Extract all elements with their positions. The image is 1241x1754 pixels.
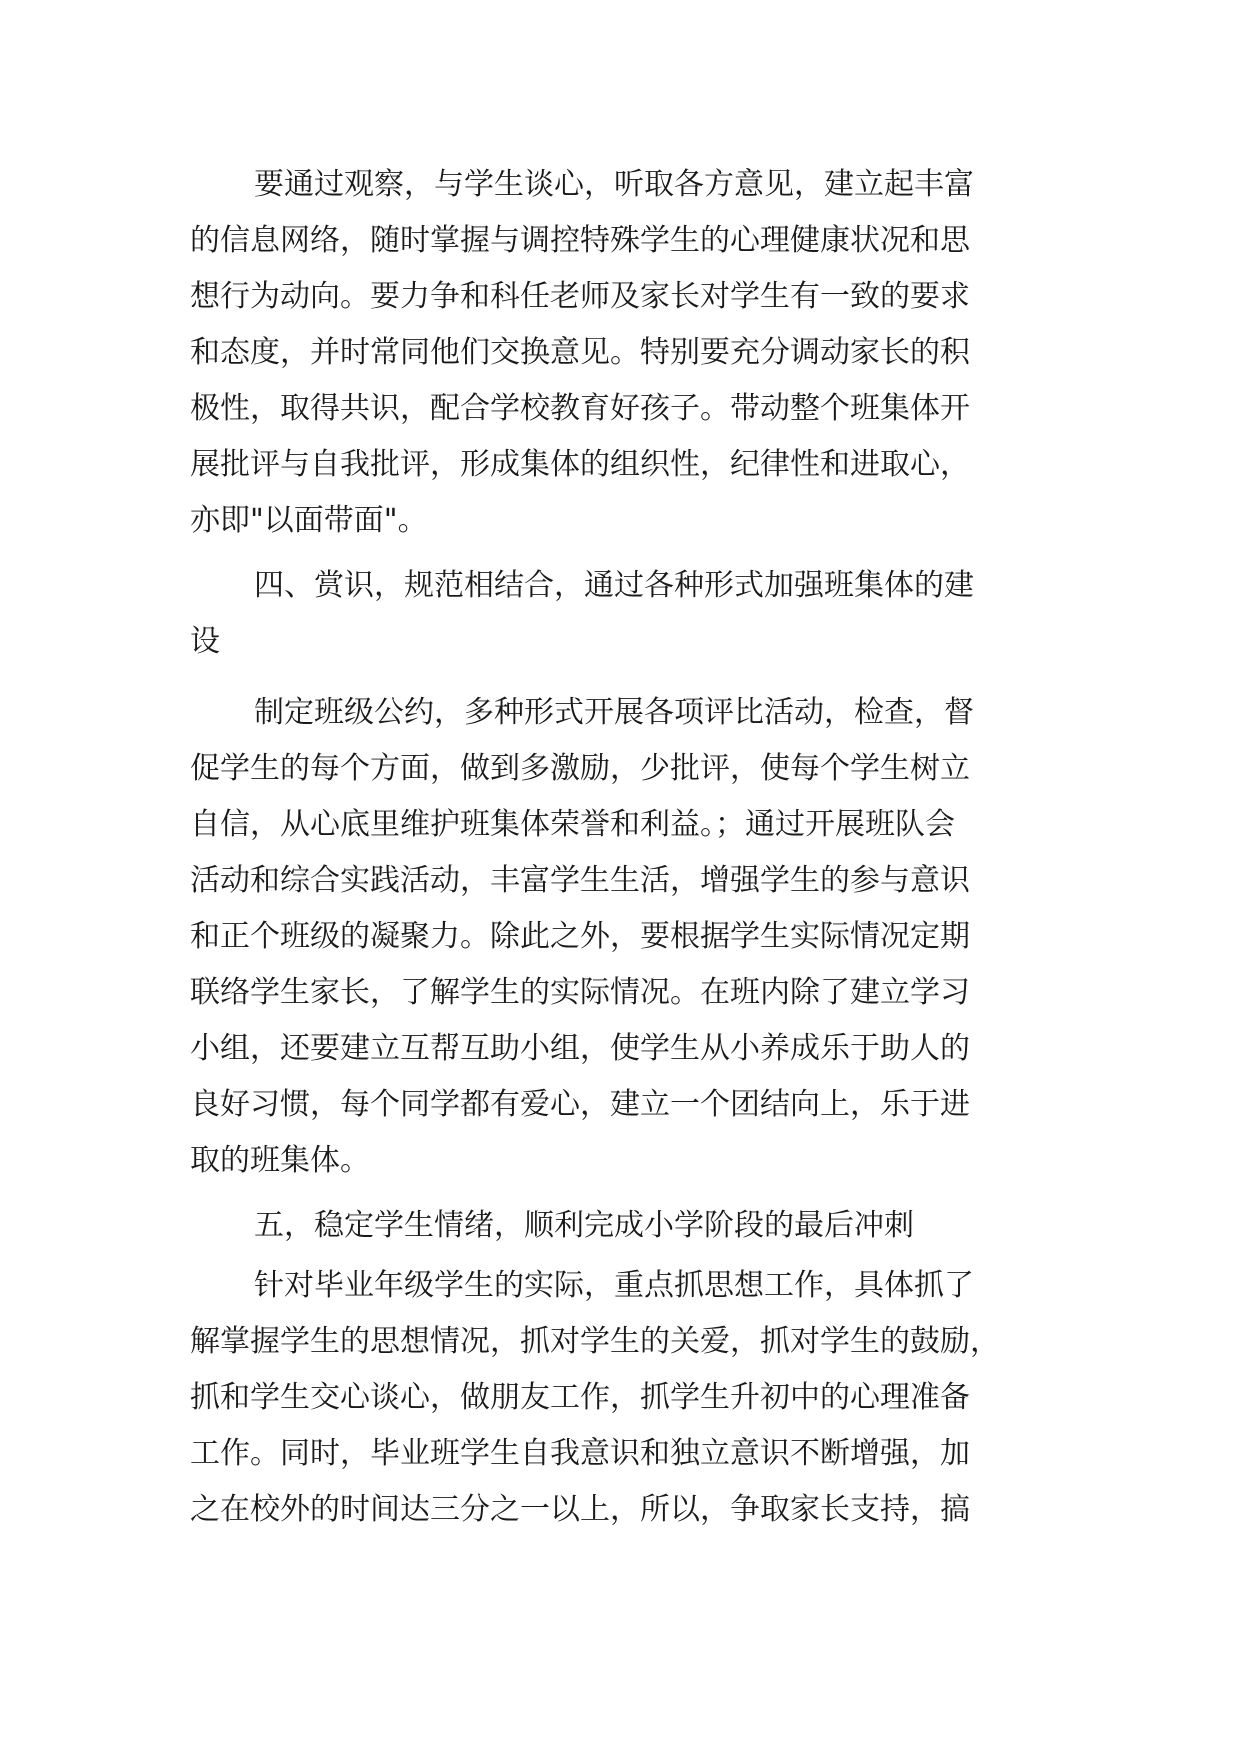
text-line: 针对毕业年级学生的实际，重点抓思想工作，具体抓了 <box>254 1268 974 1303</box>
section-heading-continued: 设 <box>190 624 220 659</box>
text-line: 想行为动向。要力争和科任老师及家长对学生有一致的要求 <box>190 279 970 314</box>
text-line: 和态度，并时常同他们交换意见。特别要充分调动家长的积 <box>190 335 970 370</box>
text-line: 之在校外的时间达三分之一以上，所以，争取家长支持，搞 <box>190 1492 970 1527</box>
text-line: 联络学生家长，了解学生的实际情况。在班内除了建立学习 <box>190 975 970 1010</box>
text-line: 取的班集体。 <box>190 1143 370 1178</box>
text-line: 的信息网络，随时掌握与调控特殊学生的心理健康状况和思 <box>190 223 970 258</box>
text-line: 展批评与自我批评，形成集体的组织性，纪律性和进取心， <box>190 447 970 482</box>
text-line: 亦即"以面带面"。 <box>190 503 428 538</box>
text-line: 极性，取得共识，配合学校教育好孩子。带动整个班集体开 <box>190 391 970 426</box>
text-line: 良好习惯，每个同学都有爱心，建立一个团结向上，乐于进 <box>190 1087 970 1122</box>
text-line: 工作。同时，毕业班学生自我意识和独立意识不断增强，加 <box>190 1436 970 1471</box>
text-line: 制定班级公约，多种形式开展各项评比活动，检查，督 <box>254 695 974 730</box>
text-line: 促学生的每个方面，做到多激励，少批评，使每个学生树立 <box>190 751 970 786</box>
text-line: 小组，还要建立互帮互助小组，使学生从小养成乐于助人的 <box>190 1031 970 1066</box>
text-line: 自信，从心底里维护班集体荣誉和利益。；通过开展班队会 <box>190 807 955 842</box>
text-line: 和正个班级的凝聚力。除此之外，要根据学生实际情况定期 <box>190 919 970 954</box>
text-line: 解掌握学生的思想情况，抓对学生的关爱，抓对学生的鼓励， <box>190 1324 1000 1359</box>
section-heading: 四、赏识，规范相结合，通过各种形式加强班集体的建 <box>254 568 974 603</box>
section-heading: 五，稳定学生情绪，顺利完成小学阶段的最后冲刺 <box>254 1208 914 1243</box>
text-line: 抓和学生交心谈心，做朋友工作，抓学生升初中的心理准备 <box>190 1380 970 1415</box>
text-line: 要通过观察，与学生谈心，听取各方意见，建立起丰富 <box>254 167 974 202</box>
text-line: 活动和综合实践活动，丰富学生生活，增强学生的参与意识 <box>190 863 970 898</box>
